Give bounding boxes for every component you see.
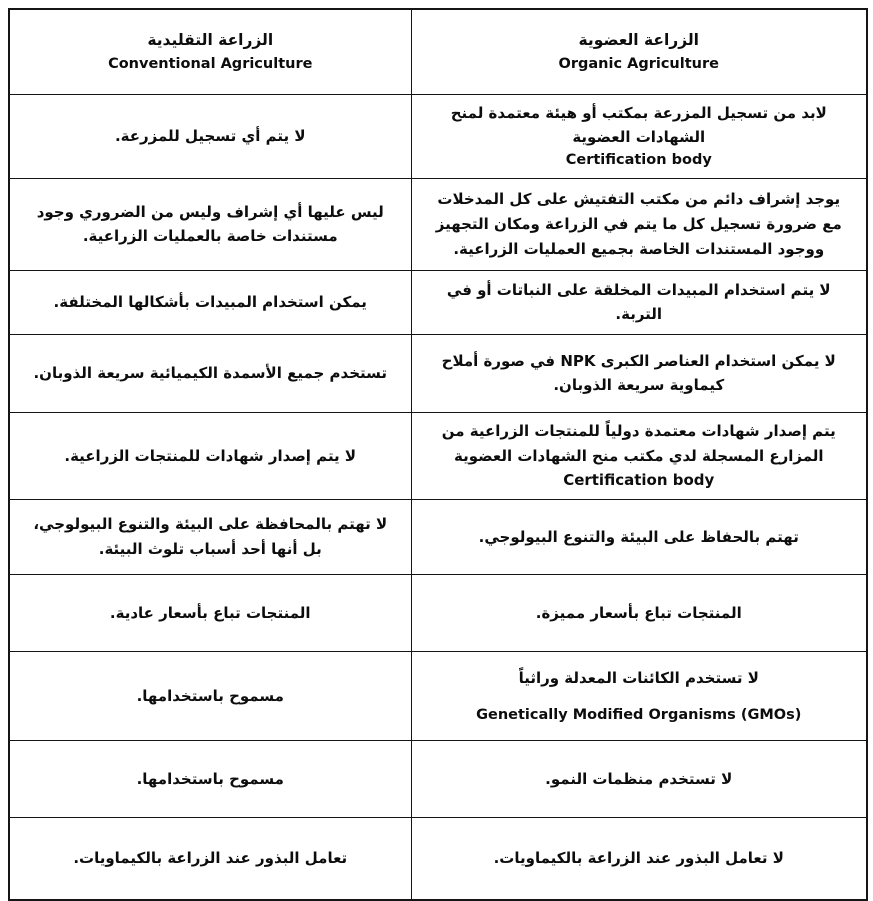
- header-organic-agriculture: [411, 9, 867, 94]
- conventional-cell: [9, 412, 411, 499]
- table-row: [9, 500, 867, 575]
- header-conventional-arabic: الزراعة التقليدية: [147, 31, 274, 50]
- conventional-cell: [9, 652, 411, 741]
- organic-cell: [411, 500, 867, 575]
- conventional-cell: [9, 270, 411, 334]
- cell-text: لا تستخدم منظمات النمو.: [545, 769, 733, 788]
- organic-cell: [411, 741, 867, 818]
- cell-text: المنتجات تباع بأسعار عادية.: [109, 603, 311, 622]
- cell-text: لا يتم أي تسجيل للمزرعة.: [114, 126, 306, 145]
- table-row: [9, 412, 867, 499]
- cell-text: مسموح باستخدامها.: [136, 686, 284, 705]
- organic-cell: [411, 178, 867, 270]
- header-organic-arabic: الزراعة العضوية: [578, 31, 699, 50]
- cell-text: لا تستخدم الكائنات المعدلة وراثياً: [518, 668, 759, 687]
- cell-text: ليس عليها أي إشراف وليس من الضروري وجود مستندات خاصة بالعمليات الزراعية.: [36, 202, 384, 246]
- header-row: [9, 9, 867, 94]
- cell-text: لا يتم إصدار شهادات للمنتجات الزراعية.: [64, 446, 357, 465]
- conventional-cell: [9, 178, 411, 270]
- conventional-cell: [9, 334, 411, 412]
- table-row: [9, 818, 867, 900]
- cell-text: تهتم بالحفاظ على البيئة والتنوع البيولوجي.: [478, 527, 799, 546]
- organic-cell: [411, 270, 867, 334]
- table-row: [9, 334, 867, 412]
- table-row: [9, 270, 867, 334]
- organic-cell: [411, 412, 867, 499]
- header-conventional-english: Conventional Agriculture: [108, 55, 313, 72]
- conventional-cell: [9, 818, 411, 900]
- conventional-cell: [9, 94, 411, 178]
- organic-cell: [411, 334, 867, 412]
- cell-text: المنتجات تباع بأسعار مميزة.: [535, 603, 742, 622]
- organic-cell: [411, 818, 867, 900]
- cell-text: لابد من تسجيل المزرعة بمكتب أو هيئة معتمدة لمنح الشهادات العضوية: [450, 103, 827, 147]
- cell-text: يمكن استخدام المبيدات بأشكالها المختلفة.: [53, 292, 367, 311]
- conventional-cell: [9, 500, 411, 575]
- organic-cell: [411, 94, 867, 178]
- comparison-table: [8, 8, 868, 901]
- cell-text: تعامل البذور عند الزراعة بالكيماويات.: [73, 848, 348, 867]
- table-row: [9, 741, 867, 818]
- table-row: [9, 575, 867, 652]
- cell-text: يوجد إشراف دائم من مكتب التفتيش على كل المدخلات مع ضرورة تسجيل كل ما يتم في الزراعة ومكان التجهيز ووجود المستندات الخاصة بجميع العمليات الزراعية.: [435, 190, 842, 258]
- cell-text: لا يتم استخدام المبيدات المخلقة على النباتات أو في التربة.: [446, 280, 831, 324]
- table-row: [9, 94, 867, 178]
- cell-text: تستخدم جميع الأسمدة الكيميائية سريعة الذوبان.: [33, 363, 388, 382]
- cell-text-english: Genetically Modified Organisms (GMOs): [476, 706, 802, 723]
- cell-text: مسموح باستخدامها.: [136, 769, 284, 788]
- organic-cell: [411, 575, 867, 652]
- cell-text: يتم إصدار شهادات معتمدة دولياً للمنتجات الزراعية من المزارع المسجلة لدي مكتب منح الشهادات العضوية Certification body: [441, 421, 836, 490]
- cell-text: لا تهتم بالمحافظة على البيئة والتنوع البيولوجي، بل أنها أحد أسباب تلوث البيئة.: [33, 515, 388, 558]
- cell-text-english: Certification body: [565, 152, 712, 168]
- cell-text: لا يمكن استخدام العناصر الكبرى NPK في صورة أملاح كيماوية سريعة الذوبان.: [441, 351, 836, 395]
- table-row: [9, 178, 867, 270]
- table-row: [9, 652, 867, 741]
- header-organic-english: Organic Agriculture: [558, 55, 719, 72]
- header-conventional-agriculture: [9, 9, 411, 94]
- organic-cell: [411, 652, 867, 741]
- conventional-cell: [9, 741, 411, 818]
- conventional-cell: [9, 575, 411, 652]
- cell-text: لا تعامل البذور عند الزراعة بالكيماويات.: [493, 848, 784, 867]
